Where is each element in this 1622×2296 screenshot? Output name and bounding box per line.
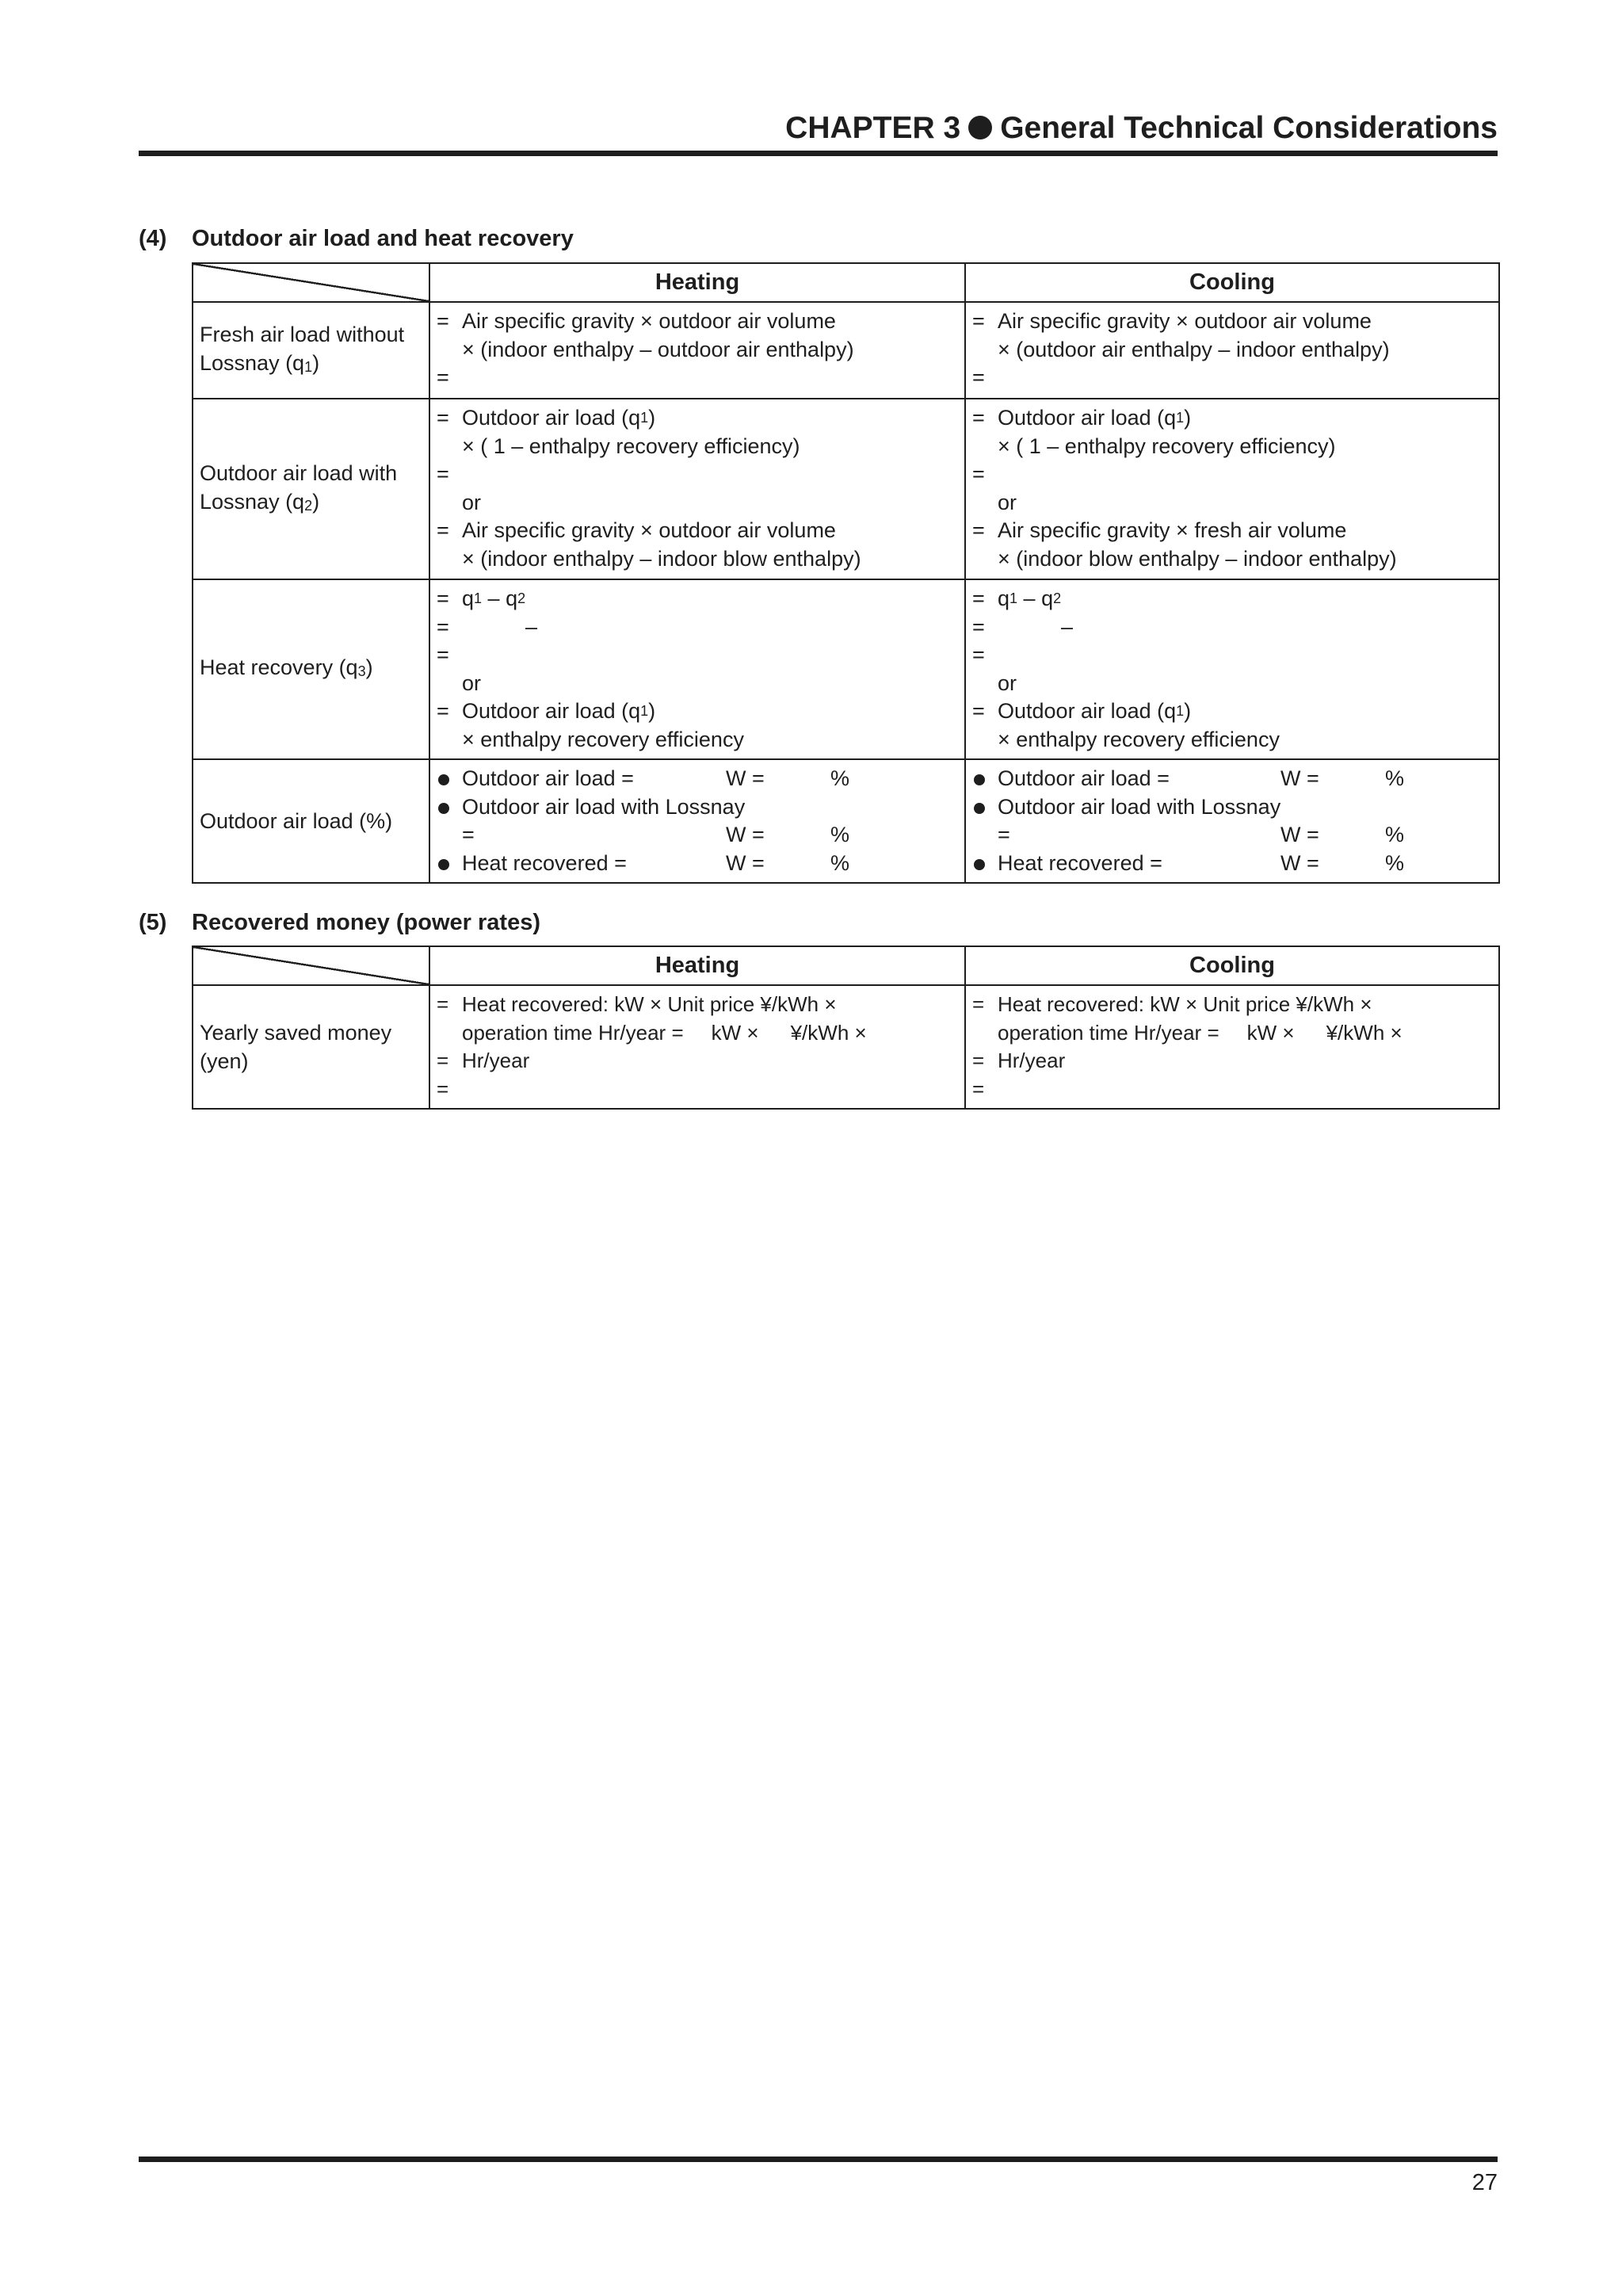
equals-sign: = bbox=[972, 1049, 985, 1072]
formula-text: Air specific gravity × outdoor air volume bbox=[462, 518, 836, 542]
fresh-air-load-label bbox=[193, 302, 429, 399]
equals-sign: = bbox=[972, 614, 985, 639]
bullet-icon bbox=[438, 803, 449, 814]
yearly-saved-money-row bbox=[193, 985, 1499, 1109]
equals-sign: = bbox=[437, 992, 449, 1016]
formula-text: Outdoor air load with Lossnay bbox=[998, 794, 1281, 819]
percent-sign: % bbox=[830, 850, 850, 875]
section-4-number: (4) bbox=[139, 226, 167, 251]
equals-sign: = bbox=[437, 518, 449, 542]
equals-sign: = bbox=[437, 309, 449, 333]
equals-sign: = bbox=[998, 823, 1010, 846]
money-cooling-cell bbox=[965, 985, 1499, 1109]
formula-text: ) bbox=[648, 406, 656, 430]
table-header-row bbox=[193, 946, 1499, 985]
outdoor-air-percent-label: Outdoor air load (%) bbox=[193, 759, 429, 883]
percent-sign: % bbox=[1385, 823, 1405, 846]
formula-text: × (indoor enthalpy – outdoor air enthalpy) bbox=[462, 337, 854, 361]
equals-sign: = bbox=[437, 406, 449, 430]
heat-recovery-cooling-cell bbox=[965, 579, 1499, 759]
formula-text: Outdoor air load (q bbox=[462, 406, 641, 430]
label-line bbox=[200, 349, 422, 381]
equals-sign: = bbox=[972, 643, 985, 667]
label-line: Fresh air load without bbox=[200, 322, 405, 346]
cooling-column-header: Cooling bbox=[965, 946, 1499, 985]
table-header-row bbox=[193, 263, 1499, 302]
formula-text: Heat recovered: kW × Unit price ¥/kWh × bbox=[462, 992, 837, 1016]
or-text: or bbox=[462, 670, 482, 695]
subscript: 2 bbox=[304, 497, 313, 514]
bullet-icon bbox=[974, 803, 985, 814]
watts-equals: W = bbox=[726, 766, 765, 790]
outdoor-air-percent-row bbox=[193, 759, 1499, 883]
or-text: or bbox=[998, 670, 1017, 695]
formula-text: Air specific gravity × outdoor air volume bbox=[462, 309, 836, 333]
formula-text: × enthalpy recovery efficiency bbox=[998, 727, 1280, 751]
formula-text: × enthalpy recovery efficiency bbox=[462, 727, 744, 751]
formula-text: kW × bbox=[1246, 1020, 1295, 1045]
formula-text: Heat recovered = bbox=[998, 850, 1162, 875]
subscript: 1 bbox=[304, 358, 313, 375]
with-lossnay-row bbox=[193, 399, 1499, 579]
formula-text: q bbox=[462, 586, 475, 610]
watts-equals: W = bbox=[1280, 823, 1319, 846]
heat-recovery-label bbox=[193, 579, 429, 759]
equals-sign: = bbox=[972, 365, 985, 389]
chapter-title bbox=[785, 107, 1498, 150]
formula-text: Outdoor air load with Lossnay bbox=[462, 794, 746, 819]
equals-sign: = bbox=[437, 1049, 449, 1072]
footer-rule bbox=[139, 2157, 1498, 2162]
subscript: 1 bbox=[1176, 410, 1185, 426]
formula-text: q bbox=[998, 586, 1010, 610]
or-text: or bbox=[462, 490, 482, 514]
equals-sign: = bbox=[437, 1076, 449, 1101]
chapter-name: General Technical Considerations bbox=[1000, 111, 1498, 145]
or-text: or bbox=[998, 490, 1017, 514]
formula-text: – q bbox=[482, 586, 518, 610]
recovered-money-table bbox=[192, 946, 1500, 1110]
equals-sign: = bbox=[972, 518, 985, 542]
with-lossnay-heating-cell bbox=[429, 399, 965, 579]
minus-sign: – bbox=[525, 614, 538, 639]
subscript: 1 bbox=[474, 590, 483, 606]
fresh-air-heating-cell bbox=[429, 302, 965, 399]
section-4-heading bbox=[139, 223, 574, 254]
equals-sign: = bbox=[972, 309, 985, 333]
formula-text: Outdoor air load (q bbox=[462, 699, 641, 723]
equals-sign: = bbox=[437, 614, 449, 639]
percent-sign: % bbox=[830, 766, 850, 790]
diagonal-corner-cell bbox=[193, 946, 429, 985]
formula-text: × (indoor blow enthalpy – indoor enthalpy) bbox=[998, 546, 1397, 571]
percent-heating-cell bbox=[429, 759, 965, 883]
heat-recovery-row bbox=[193, 579, 1499, 759]
bullet-icon bbox=[974, 859, 985, 870]
percent-cooling-cell bbox=[965, 759, 1499, 883]
formula-text: Outdoor air load = bbox=[462, 766, 634, 790]
formula-text: operation time Hr/year = bbox=[998, 1020, 1219, 1045]
label-line: (yen) bbox=[200, 1049, 249, 1073]
equals-sign: = bbox=[972, 699, 985, 723]
formula-text: ¥/kWh × bbox=[1326, 1020, 1403, 1045]
formula-text: × (indoor enthalpy – indoor blow enthalpy) bbox=[462, 546, 861, 571]
equals-sign: = bbox=[437, 462, 449, 486]
watts-equals: W = bbox=[726, 850, 765, 875]
outdoor-air-load-table bbox=[192, 262, 1500, 884]
bullet-icon bbox=[438, 859, 449, 870]
yearly-saved-money-label bbox=[193, 985, 429, 1109]
formula-text: × ( 1 – enthalpy recovery efficiency) bbox=[462, 434, 800, 458]
formula-text: – q bbox=[1017, 586, 1054, 610]
subscript: 1 bbox=[640, 410, 649, 426]
label-text: Heat recovery (q bbox=[200, 655, 358, 679]
formula-text: Hr/year bbox=[998, 1049, 1066, 1072]
formula-text: Air specific gravity × outdoor air volume bbox=[998, 309, 1372, 333]
formula-text: ) bbox=[1184, 699, 1192, 723]
formula-text: operation time Hr/year = bbox=[462, 1020, 684, 1045]
label-line: Outdoor air load with bbox=[200, 460, 398, 485]
equals-sign: = bbox=[972, 462, 985, 486]
label-text: ) bbox=[365, 655, 373, 679]
equals-sign: = bbox=[972, 586, 985, 610]
formula-text: Outdoor air load (q bbox=[998, 406, 1177, 430]
label-text: ) bbox=[312, 489, 320, 514]
subscript: 2 bbox=[1053, 590, 1062, 606]
formula-text: ) bbox=[1184, 406, 1192, 430]
label-text: ) bbox=[312, 350, 320, 375]
with-lossnay-label bbox=[193, 399, 429, 579]
subscript: 1 bbox=[640, 703, 649, 719]
equals-sign: = bbox=[437, 643, 449, 667]
bullet-icon bbox=[438, 774, 449, 785]
watts-equals: W = bbox=[1280, 850, 1319, 875]
formula-text: kW × bbox=[711, 1020, 759, 1045]
bullet-icon bbox=[974, 774, 985, 785]
formula-text: ¥/kWh × bbox=[790, 1020, 867, 1045]
formula-text: Outdoor air load = bbox=[998, 766, 1170, 790]
formula-text: Air specific gravity × fresh air volume bbox=[998, 518, 1347, 542]
equals-sign: = bbox=[972, 992, 985, 1016]
subscript: 1 bbox=[1176, 703, 1185, 719]
section-5-number: (5) bbox=[139, 910, 167, 935]
percent-sign: % bbox=[830, 823, 850, 846]
equals-sign: = bbox=[972, 406, 985, 430]
formula-text: ) bbox=[648, 699, 656, 723]
heat-recovery-heating-cell bbox=[429, 579, 965, 759]
equals-sign: = bbox=[972, 1076, 985, 1101]
label-line bbox=[200, 487, 422, 520]
watts-equals: W = bbox=[1280, 766, 1319, 790]
bullet-icon bbox=[968, 116, 992, 139]
section-5-title: Recovered money (power rates) bbox=[192, 910, 540, 935]
heating-column-header: Heating bbox=[429, 946, 965, 985]
cooling-column-header: Cooling bbox=[965, 263, 1499, 302]
formula-text: Heat recovered: kW × Unit price ¥/kWh × bbox=[998, 992, 1372, 1016]
minus-sign: – bbox=[1061, 614, 1074, 639]
percent-sign: % bbox=[1385, 766, 1405, 790]
subscript: 3 bbox=[357, 663, 366, 679]
heating-column-header: Heating bbox=[429, 263, 965, 302]
formula-text: × (outdoor air enthalpy – indoor enthalpy) bbox=[998, 337, 1390, 361]
formula-text: × ( 1 – enthalpy recovery efficiency) bbox=[998, 434, 1336, 458]
watts-equals: W = bbox=[726, 823, 765, 846]
section-5-heading bbox=[139, 907, 540, 938]
fresh-air-cooling-cell bbox=[965, 302, 1499, 399]
label-line bbox=[200, 653, 422, 686]
formula-text: Heat recovered = bbox=[462, 850, 627, 875]
chapter-number: CHAPTER 3 bbox=[785, 111, 961, 145]
percent-sign: % bbox=[1385, 850, 1405, 875]
label-text: Lossnay (q bbox=[200, 489, 305, 514]
header-rule bbox=[139, 151, 1498, 156]
section-4-title: Outdoor air load and heat recovery bbox=[192, 226, 574, 251]
equals-sign: = bbox=[462, 823, 475, 846]
fresh-air-load-row bbox=[193, 302, 1499, 399]
with-lossnay-cooling-cell bbox=[965, 399, 1499, 579]
equals-sign: = bbox=[437, 699, 449, 723]
subscript: 2 bbox=[517, 590, 526, 606]
equals-sign: = bbox=[437, 586, 449, 610]
money-heating-cell bbox=[429, 985, 965, 1109]
page-number: 27 bbox=[1471, 2170, 1498, 2195]
formula-text: Outdoor air load (q bbox=[998, 699, 1177, 723]
formula-text: Hr/year bbox=[462, 1049, 530, 1072]
label-line: Yearly saved money bbox=[200, 1021, 392, 1045]
label-text: Lossnay (q bbox=[200, 350, 305, 375]
diagonal-corner-cell bbox=[193, 263, 429, 302]
subscript: 1 bbox=[1009, 590, 1018, 606]
equals-sign: = bbox=[437, 365, 449, 389]
